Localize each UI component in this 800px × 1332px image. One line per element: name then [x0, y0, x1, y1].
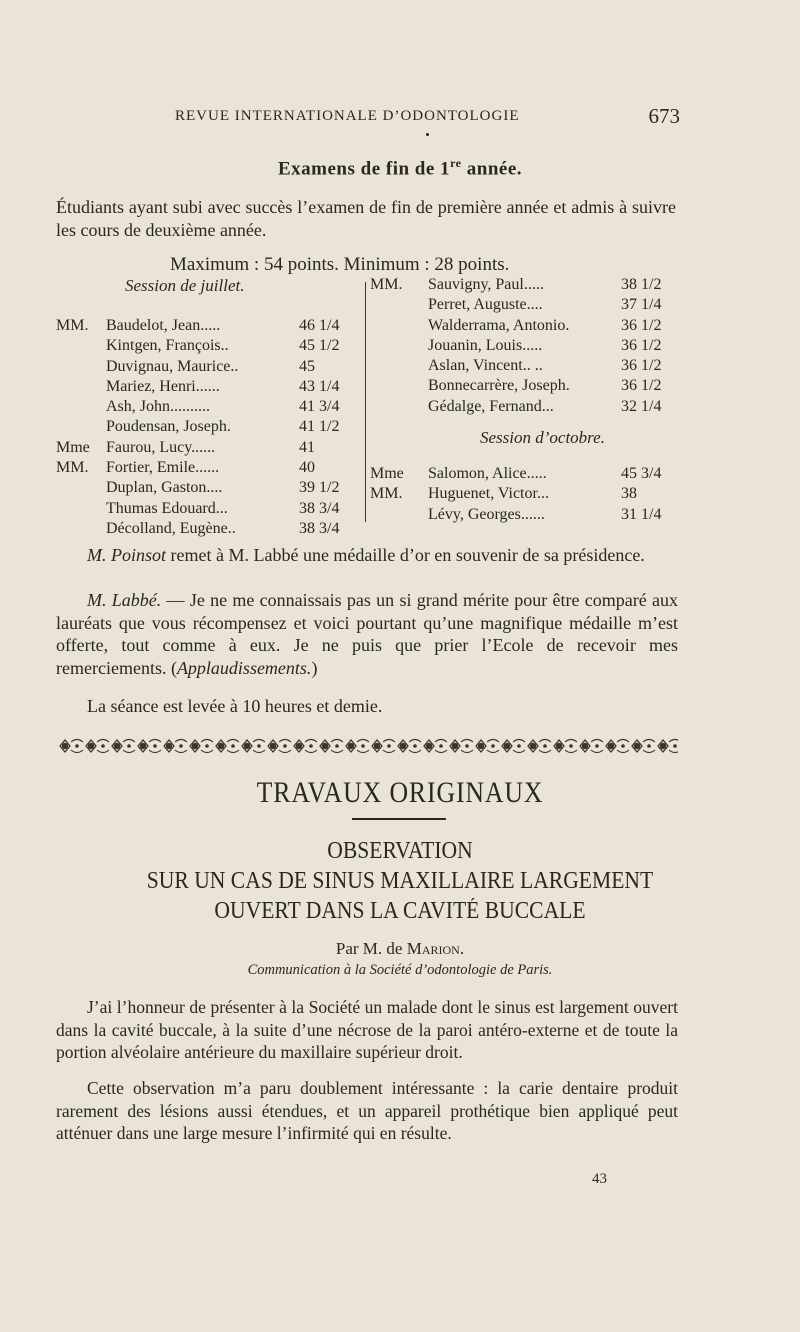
result-row [370, 316, 690, 336]
student-score: 41 1/2 [299, 418, 340, 436]
student-name: Bonnecarrère, Joseph. [428, 377, 570, 395]
name-prefix: MM. [370, 276, 403, 293]
result-row [370, 336, 690, 356]
student-name: Huguenet, Victor... [428, 485, 549, 503]
result-row [370, 356, 690, 376]
session-july-heading: Session de juillet. [125, 276, 245, 295]
student-score: 38 [621, 485, 637, 503]
student-score: 36 1/2 [621, 316, 662, 334]
running-title: REVUE INTERNATIONALE D’ODONTOLOGIE [175, 108, 520, 124]
student-name: Sauvigny, Paul..... [428, 276, 544, 293]
article-title-line-1: OBSERVATION [327, 838, 473, 864]
student-name: Salomon, Alice..... [428, 465, 547, 482]
student-score: 40 [299, 459, 315, 477]
result-row [56, 417, 366, 437]
running-head [175, 104, 680, 134]
affiliation: Communication à la Société d’odontologie de Paris. [247, 962, 553, 978]
max-min-line: Maximum : 54 points. Minimum : 28 points. [170, 254, 510, 275]
article-paragraph-2: Cette observation m’a paru doublement intéressante : la carie dentaire produit rarement des lésions aussi étendues, et un appareil prothétique bien appliqué peut atténuer dans une large mesure l’infirmité qui en résulte. [56, 1078, 678, 1143]
result-row [56, 458, 366, 478]
article-title-line-2: SUR UN CAS DE SINUS MAXILLAIRE LARGEMENT [146, 868, 654, 894]
student-score: 31 1/4 [621, 505, 662, 523]
result-row [56, 499, 366, 519]
result-row [56, 397, 366, 417]
student-score: 36 1/2 [621, 357, 662, 375]
student-name: Poudensan, Joseph. [106, 418, 231, 436]
student-name: Perret, Auguste.... [428, 296, 543, 314]
result-row [56, 316, 366, 336]
student-name: Fortier, Emile...... [106, 459, 220, 477]
student-name: Faurou, Lucy...... [106, 438, 216, 456]
article-title-line-3: OUVERT DANS LA CAVITÉ BUCCALE [214, 898, 586, 924]
name-prefix: MM. [370, 485, 403, 503]
section-title: TRAVAUX ORIGINAUX [256, 776, 544, 809]
page-number: 673 [648, 104, 680, 128]
student-score: 38 3/4 [299, 519, 340, 537]
signature-mark: 43 [592, 1171, 607, 1187]
paragraph-closing: La séance est levée à 10 heures et demie. [87, 696, 383, 716]
student-score: 39 1/2 [299, 479, 340, 497]
student-name: Thumas Edouard... [106, 499, 228, 517]
title-rule [352, 818, 446, 820]
result-row [370, 295, 690, 315]
student-name: Duplan, Gaston.... [106, 479, 223, 497]
result-row [370, 376, 690, 396]
student-score: 38 1/2 [621, 276, 662, 293]
paragraph-poinsot: M. Poinsot remet à M. Labbé une médaille d’or en souvenir de sa présidence. [87, 545, 645, 565]
byline: Par M. de Marion. [335, 939, 465, 958]
name-prefix: MM. [56, 317, 89, 334]
student-name: Walderrama, Antonio. [428, 316, 570, 334]
article-title [0, 836, 800, 926]
october-results [370, 464, 690, 525]
student-score: 45 1/2 [299, 337, 340, 355]
paragraph-labbe: M. Labbé. — Je ne me connaissais pas un si grand mérite pour être comparé aux lauréats que vous récompensez et voici pourtant qu’une magnifique médaille m’est offerte, tout comme à eux. Je ne puis que prier l’Ecole de recevoir mes remerciements. (Applaudissements.) [56, 590, 678, 678]
session-october-heading: Session d’octobre. [480, 428, 605, 447]
student-score: 45 3/4 [621, 465, 662, 482]
result-row [370, 464, 690, 484]
student-score: 36 1/2 [621, 377, 662, 395]
student-name: Décolland, Eugène.. [106, 519, 236, 537]
student-name: Baudelot, Jean..... [106, 317, 221, 334]
header-dot [426, 133, 429, 136]
result-row [56, 519, 366, 539]
student-score: 32 1/4 [621, 397, 662, 415]
exam-title: Examens de fin de 1re année. [277, 156, 522, 180]
result-row [370, 484, 690, 504]
student-name: Jouanin, Louis..... [428, 336, 543, 354]
name-prefix: Mme [370, 465, 404, 482]
student-name: Duvignau, Maurice.. [106, 357, 239, 375]
ornament-divider [58, 736, 678, 756]
student-score: 38 3/4 [299, 499, 340, 517]
july-results-left [56, 316, 366, 539]
student-name: Kintgen, François.. [106, 337, 229, 355]
student-score: 36 1/2 [621, 336, 662, 354]
name-prefix: MM. [56, 459, 89, 477]
exam-intro: Étudiants ayant subi avec succès l’examen de fin de première année et admis à suivre les cours de deuxième année. [56, 197, 676, 240]
author-name: Marion. [406, 939, 465, 958]
result-row [56, 438, 366, 458]
article-paragraph-1: J’ai l’honneur de présenter à la Société un malade dont le sinus est largement ouvert dans la cavité buccale, à la suite d’une nécrose de la paroi antéro-externe et de toute la portion alvéolaire antérieure du maxillaire supérieur droit. [56, 997, 678, 1062]
result-row [370, 275, 690, 295]
student-score: 46 1/4 [299, 317, 340, 334]
student-score: 41 3/4 [299, 398, 340, 416]
student-name: Aslan, Vincent.. .. [428, 357, 543, 375]
result-row [56, 478, 366, 498]
student-name: Gédalge, Fernand... [428, 397, 554, 415]
student-name: Mariez, Henri...... [106, 377, 220, 395]
result-row [370, 505, 690, 525]
student-score: 41 [299, 438, 315, 456]
student-score: 43 1/4 [299, 377, 340, 395]
july-results-right [370, 275, 690, 417]
student-name: Ash, John.......... [106, 398, 211, 416]
name-prefix: Mme [56, 438, 90, 456]
result-row [56, 357, 366, 377]
result-row [370, 397, 690, 417]
student-name: Lévy, Georges...... [428, 505, 545, 523]
result-row [56, 377, 366, 397]
student-score: 37 1/4 [621, 296, 662, 314]
student-score: 45 [299, 357, 315, 375]
result-row [56, 336, 366, 356]
